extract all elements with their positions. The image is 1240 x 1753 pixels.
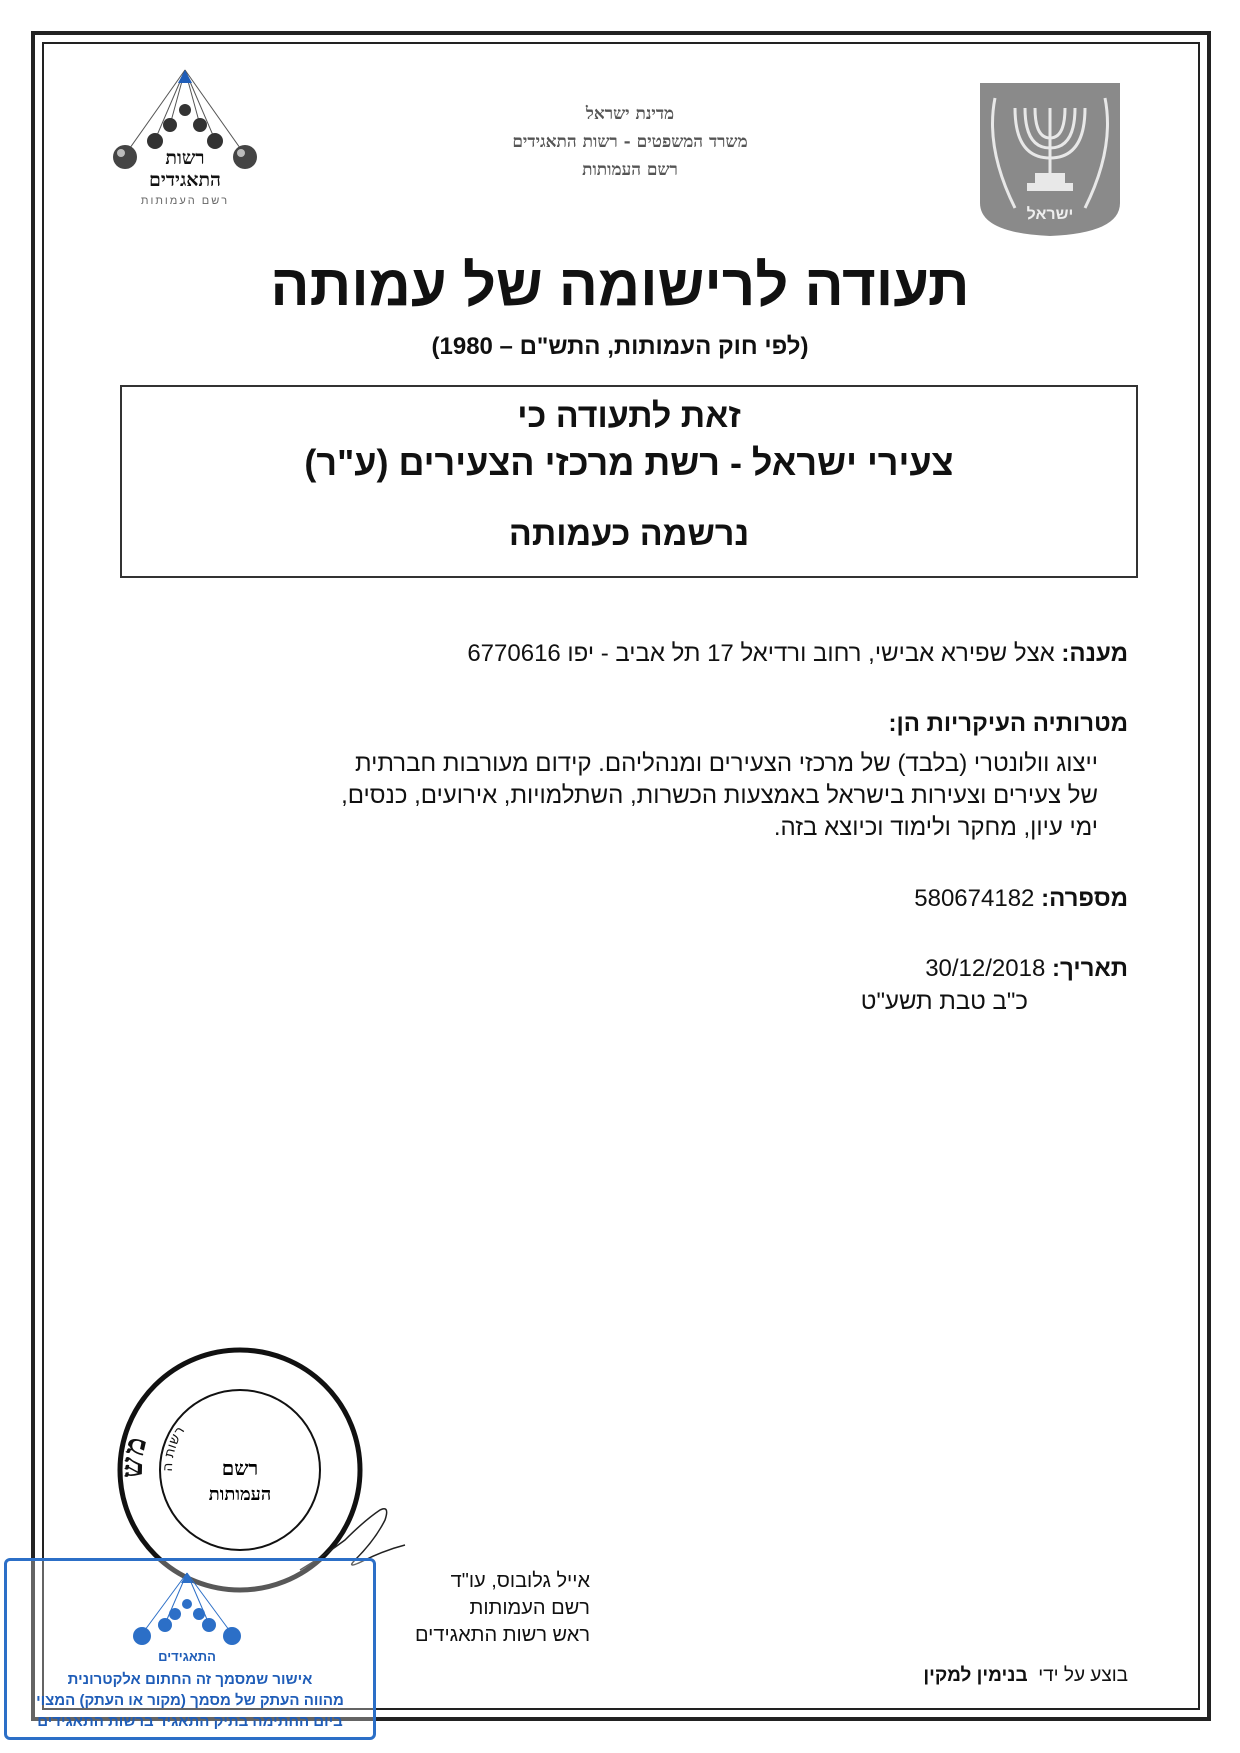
logo-title-word2: התאגידים	[149, 169, 221, 191]
e-stamp-text	[7, 1669, 373, 1732]
e-stamp-line: ביום החתימה בתיק התאגיד ברשות התאגידים	[37, 1713, 343, 1730]
purposes-label	[888, 710, 1128, 738]
purposes-line: ימי עיון, מחקר ולימוד וכיוצא בזה.	[773, 814, 1098, 841]
state-emblem	[975, 78, 1125, 238]
certificate-box	[120, 385, 1138, 578]
e-stamp-line: מהווה העתק של מסמך (מקור או העתק) המצוי	[36, 1692, 344, 1709]
page-subtitle: (לפי חוק העמותות, התש"ם – 1980)	[431, 333, 809, 360]
document-header	[420, 100, 840, 184]
date-value: 30/12/2018	[925, 955, 1046, 982]
signature-block	[370, 1568, 590, 1649]
number-row	[914, 885, 1128, 913]
certificate-intro: זאת לתעודה כי	[517, 397, 741, 435]
logo-caption: רשם העמותות	[140, 195, 230, 207]
registered-as-association: נרשמה כעמותה	[508, 515, 750, 553]
e-stamp-logo-icon	[127, 1569, 247, 1649]
signatory-role2: ראש רשות התאגידים	[415, 1624, 590, 1646]
address-value: אצל שפירא אבישי, רחוב ורדיאל 17 תל אביב - יפו 6770616	[467, 640, 1055, 667]
electronic-signature-stamp	[4, 1558, 376, 1740]
signatory-role1: רשם העמותות	[469, 1597, 590, 1619]
date-label: תאריך:	[1051, 955, 1128, 982]
hebrew-date: כ"ב טבת תשע"ט	[860, 988, 1028, 1015]
header-ministry: משרד המשפטים - רשות התאגידים	[512, 132, 748, 152]
signatory-name: אייל גלובוס, עו"ד	[450, 1570, 590, 1592]
stamp-outer-text: מש	[115, 1433, 155, 1479]
date-row	[925, 955, 1128, 983]
purposes-text	[98, 748, 1098, 844]
e-stamp-logo-label: התאגידים	[158, 1649, 216, 1664]
purposes-line: ייצוג וולונטרי (בלבד) של מרכזי הצעירים ומנהליהם. קידום מעורבות חברתית	[355, 750, 1098, 777]
stamp-center-line2: העמותות	[208, 1484, 272, 1505]
address-row	[467, 640, 1128, 668]
address-label: מענה:	[1061, 640, 1128, 667]
executed-by-name: בנימין למקין	[923, 1665, 1028, 1686]
organization-name: צעירי ישראל - רשת מרכזי הצעירים (ע"ר)	[304, 442, 954, 483]
logo-title-word1: רשות	[165, 147, 205, 169]
registration-number: 580674182	[914, 885, 1035, 912]
stamp-inner-ring: רשות ה	[159, 1423, 189, 1473]
stamp-center-line1: רשם	[221, 1456, 259, 1480]
number-label: מספרה:	[1041, 885, 1128, 912]
page-title: תעודה לרישומה של עמותה	[270, 253, 970, 318]
header-state: מדינת ישראל	[585, 104, 675, 124]
purposes-line: של צעירים וצעירות בישראל באמצעות הכשרות, השתלמויות, אירועים, כנסים,	[341, 782, 1098, 809]
corporations-authority-logo	[100, 65, 270, 235]
executed-by-label: בוצע על ידי	[1038, 1665, 1128, 1686]
e-stamp-line: אישור שמסמך זה החתום אלקטרונית	[67, 1671, 313, 1688]
header-registrar: רשם העמותות	[582, 160, 678, 180]
executed-by	[923, 1665, 1128, 1687]
purposes-label-text: מטרותיה העיקריות הן:	[888, 710, 1128, 737]
emblem-text: ישראל	[1026, 206, 1074, 223]
